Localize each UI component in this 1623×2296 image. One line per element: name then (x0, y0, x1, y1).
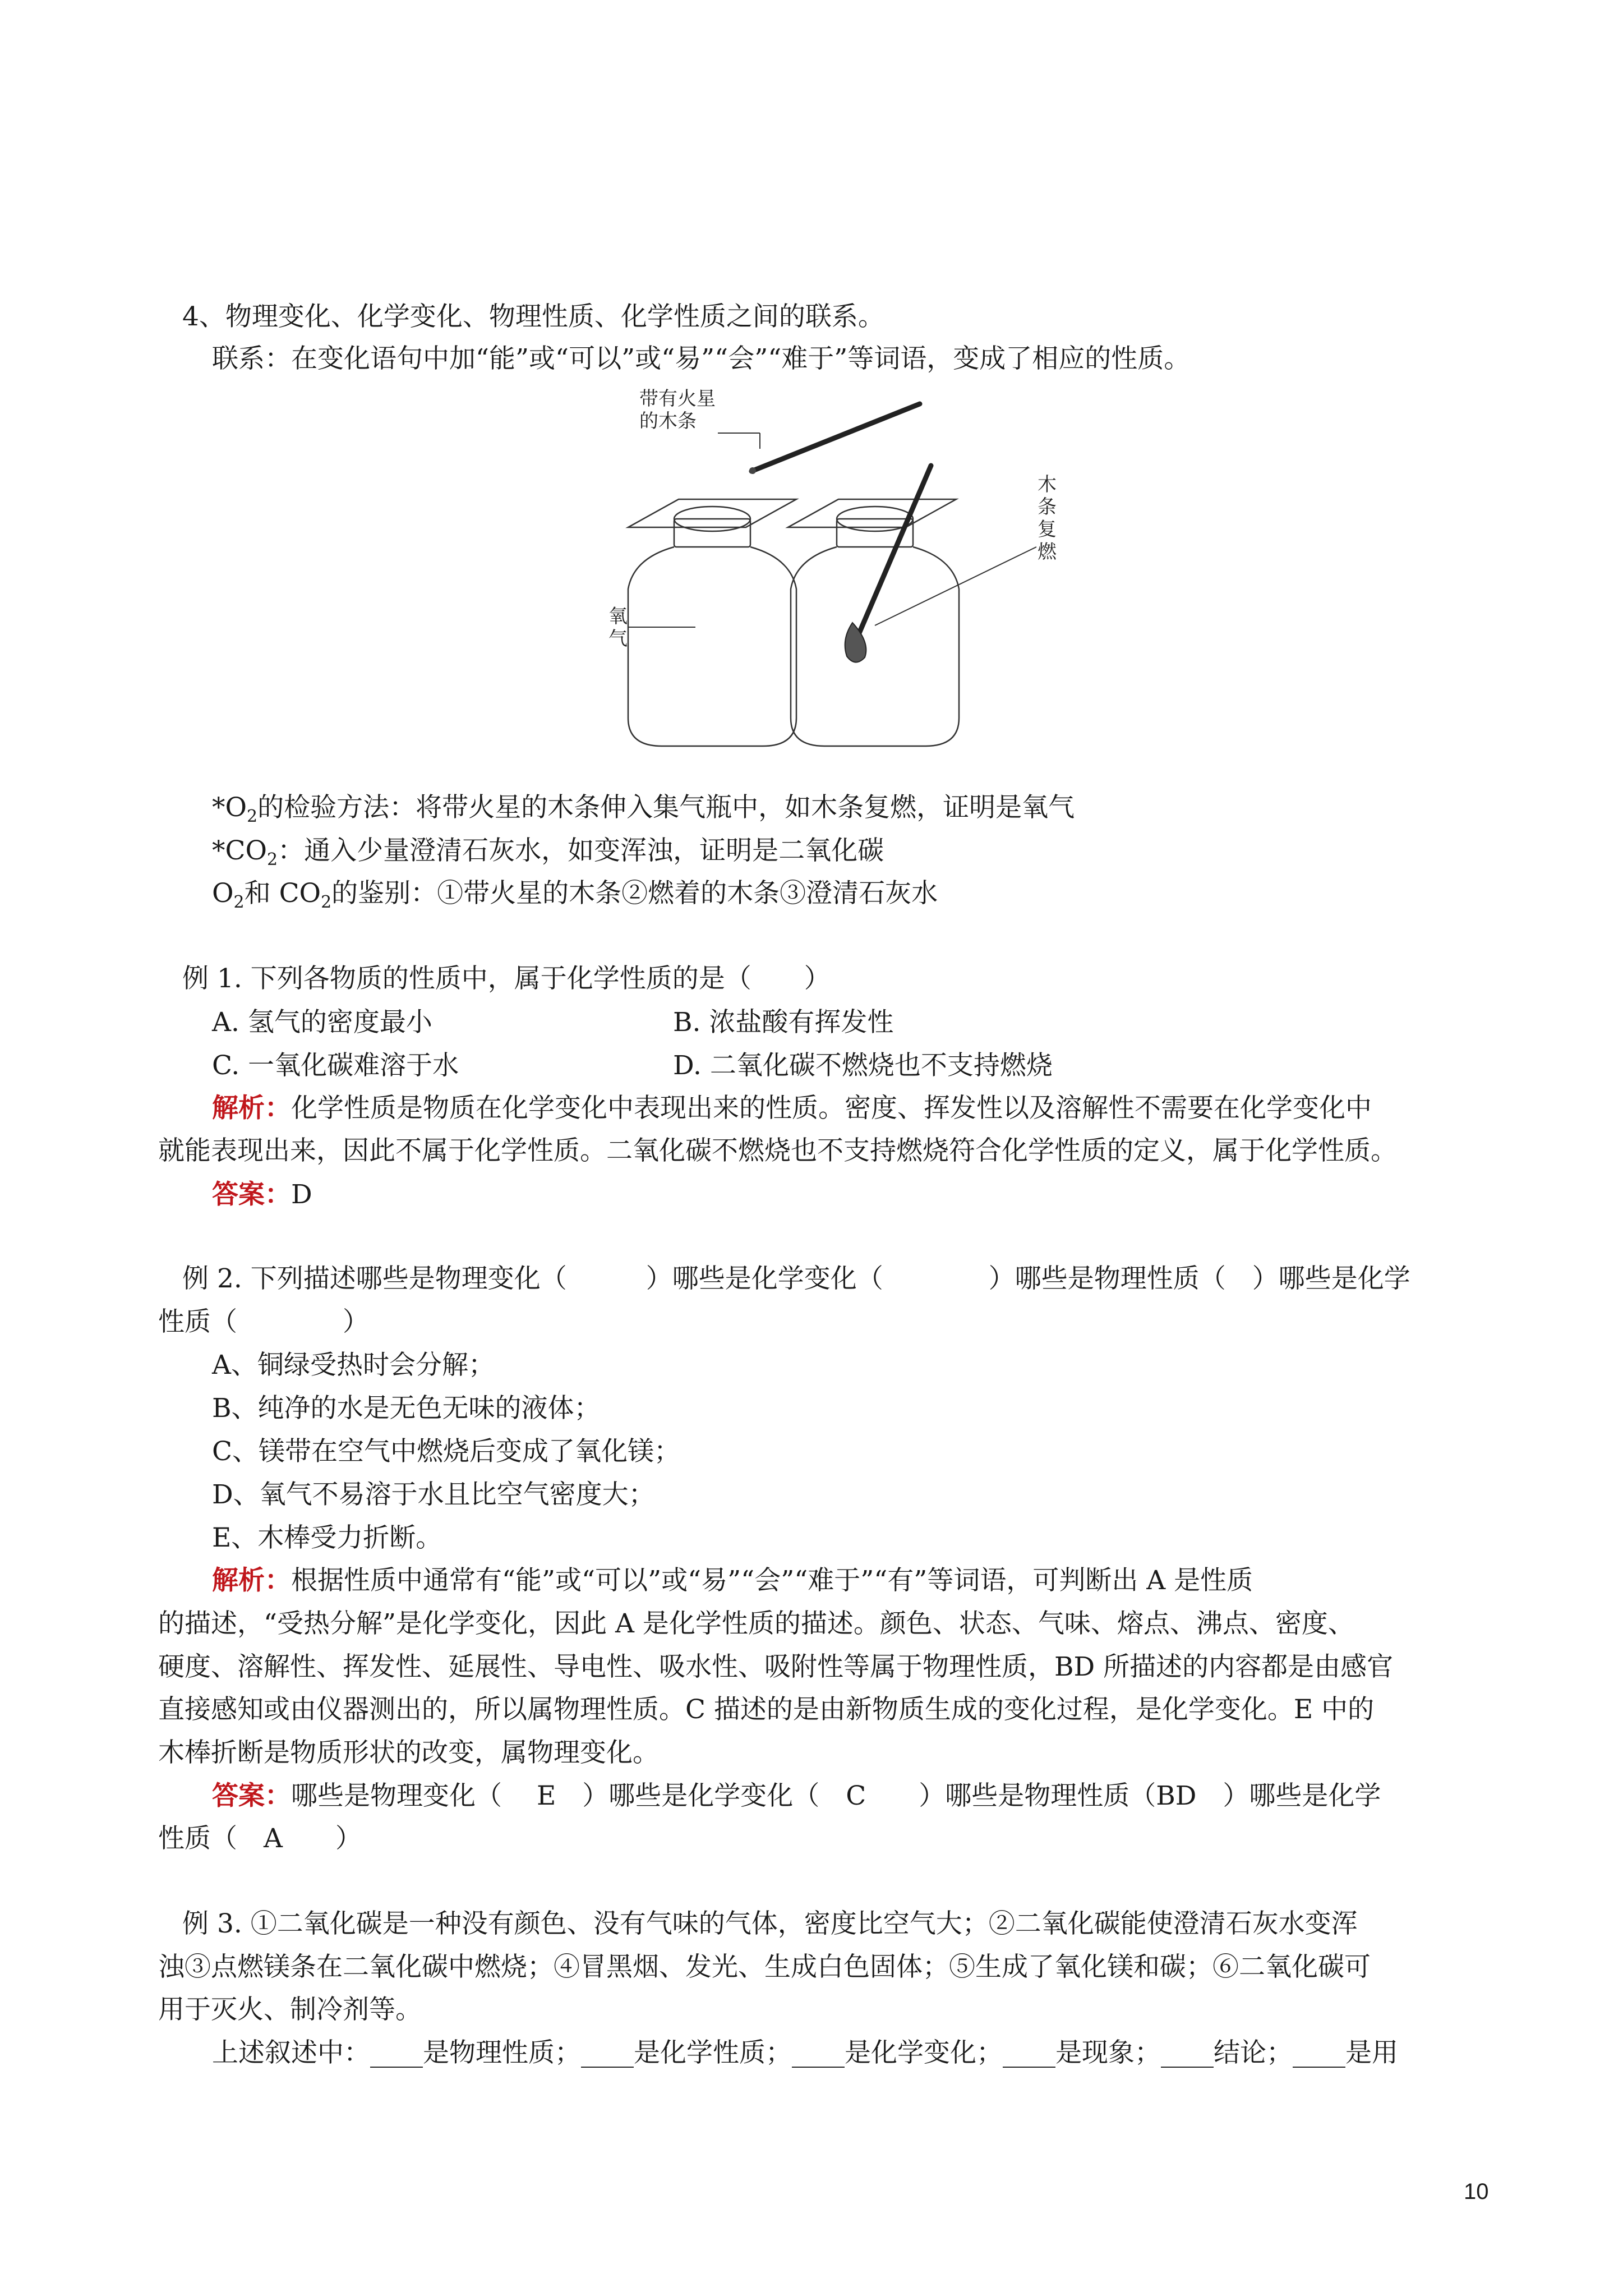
splint-label-line1: 带有火星 (639, 388, 716, 410)
identification-line: $O_2$和 $CO_2$的鉴别：①带火星的木条②燃着的木条③澄清石灰水 (212, 878, 938, 912)
oxygen-label-2: 气 (608, 628, 628, 650)
ex1-option-b: B. 浓盐酸有挥发性 (673, 1007, 894, 1038)
o2-test-line: $*O_2$的检验方法：将带火星的木条伸入集气瓶中，如木条复燃，证明是氧气 (212, 792, 1075, 826)
ex2-item-e: E、木棒受力折断。 (212, 1522, 442, 1553)
ex1-analysis-line2: 就能表现出来，因此不属于化学性质。二氧化碳不燃烧也不支持燃烧符合化学性质的定义，属于化学性质。 (158, 1135, 1397, 1166)
relight-label-4: 燃 (1038, 541, 1057, 563)
ex3-line3: 用于灭火、制冷剂等。 (158, 1994, 422, 2025)
ex3-line1: 例 3. ①二氧化碳是一种没有颜色、没有气味的气体，密度比空气大；②二氧化碳能使澄清石灰水变浑 (182, 1908, 1358, 1939)
ex2-question-line2: 性质（ ） (158, 1306, 369, 1337)
left-bottle (628, 499, 796, 746)
ex1-question: 例 1. 下列各物质的性质中，属于化学性质的是（ ） (182, 963, 831, 994)
ex2-item-c: C、镁带在空气中燃烧后变成了氧化镁； (212, 1436, 680, 1467)
page-number: 10 (1464, 2179, 1489, 2204)
section-link-text: 联系：在变化语句中加“能”或“可以”或“易”“会”“难于”等词语，变成了相应的性质。 (212, 343, 1191, 374)
ex1-option-c: C. 一氧化碳难溶于水 (212, 1050, 459, 1081)
relight-label-1: 木 (1038, 473, 1057, 496)
splint-label-line2: 的木条 (639, 410, 697, 432)
ex2-analysis-line4: 直接感知或由仪器测出的，所以属物理性质。C 描述的是由新物质生成的变化过程，是化学变化。E 中的 (158, 1694, 1375, 1725)
section-title: 4、物理变化、化学变化、物理性质、化学性质之间的联系。 (182, 301, 884, 332)
relight-label-3: 复 (1038, 518, 1057, 541)
ex2-analysis-line3: 硬度、溶解性、挥发性、延展性、导电性、吸水性、吸附性等属于物理性质，BD 所描述的内容都是由感官 (158, 1651, 1394, 1682)
glowing-splint (751, 404, 920, 471)
ex2-analysis-line5: 木棒折断是物质形状的改变，属物理变化。 (158, 1737, 659, 1768)
ex2-item-d: D、氧气不易溶于水且比空气密度大； (212, 1479, 655, 1510)
ex2-item-a: A、铜绿受热时会分解； (212, 1350, 495, 1381)
oxygen-test-figure (606, 387, 1066, 763)
right-bottle (788, 499, 959, 746)
ex1-answer: 答案：D (212, 1179, 312, 1210)
ex2-analysis-line2: 的描述，“受热分解”是化学变化，因此 A 是化学性质的描述。颜色、状态、气味、熔点、沸点、密度、 (158, 1608, 1354, 1639)
ex3-line2: 浊③点燃镁条在二氧化碳中燃烧；④冒黑烟、发光、生成白色固体；⑤生成了氧化镁和碳；⑥二氧化碳可 (158, 1952, 1371, 1982)
co2-test-line: $*CO_2$：通入少量澄清石灰水，如变浑浊，证明是二氧化碳 (212, 835, 884, 869)
oxygen-label-1: 氧 (608, 605, 628, 628)
ex2-question-line1: 例 2. 下列描述哪些是物理变化（ ）哪些是化学变化（ ）哪些是物理性质（ ）哪些是化学 (182, 1263, 1410, 1294)
ex2-item-b: B、纯净的水是无色无味的液体； (212, 1393, 601, 1424)
ex2-analysis-line1: 解析：根据性质中通常有“能”或“可以”或“易”“会”“难于”“有”等词语，可判断出 A 是性质 (212, 1565, 1253, 1596)
burning-splint (855, 466, 931, 642)
relight-label-2: 条 (1038, 496, 1057, 518)
oxygen-bottles-diagram (606, 387, 1066, 763)
ex2-answer-line2: 性质（ A ） (158, 1823, 362, 1854)
ex3-line4: 上述叙述中：____是物理性质；____是化学性质；____是化学变化；____是现象；____结论；____是用 (212, 2037, 1398, 2068)
ex2-answer-line1: 答案：哪些是物理变化（ E ）哪些是化学变化（ C ）哪些是物理性质（BD ）哪些是化学 (212, 1780, 1381, 1811)
ex1-analysis-line1: 解析：化学性质是物质在化学变化中表现出来的性质。密度、挥发性以及溶解性不需要在化学变化中 (212, 1093, 1372, 1124)
ex1-option-d: D. 二氧化碳不燃烧也不支持燃烧 (673, 1050, 1053, 1081)
ex1-option-a: A. 氢气的密度最小 (212, 1007, 432, 1038)
